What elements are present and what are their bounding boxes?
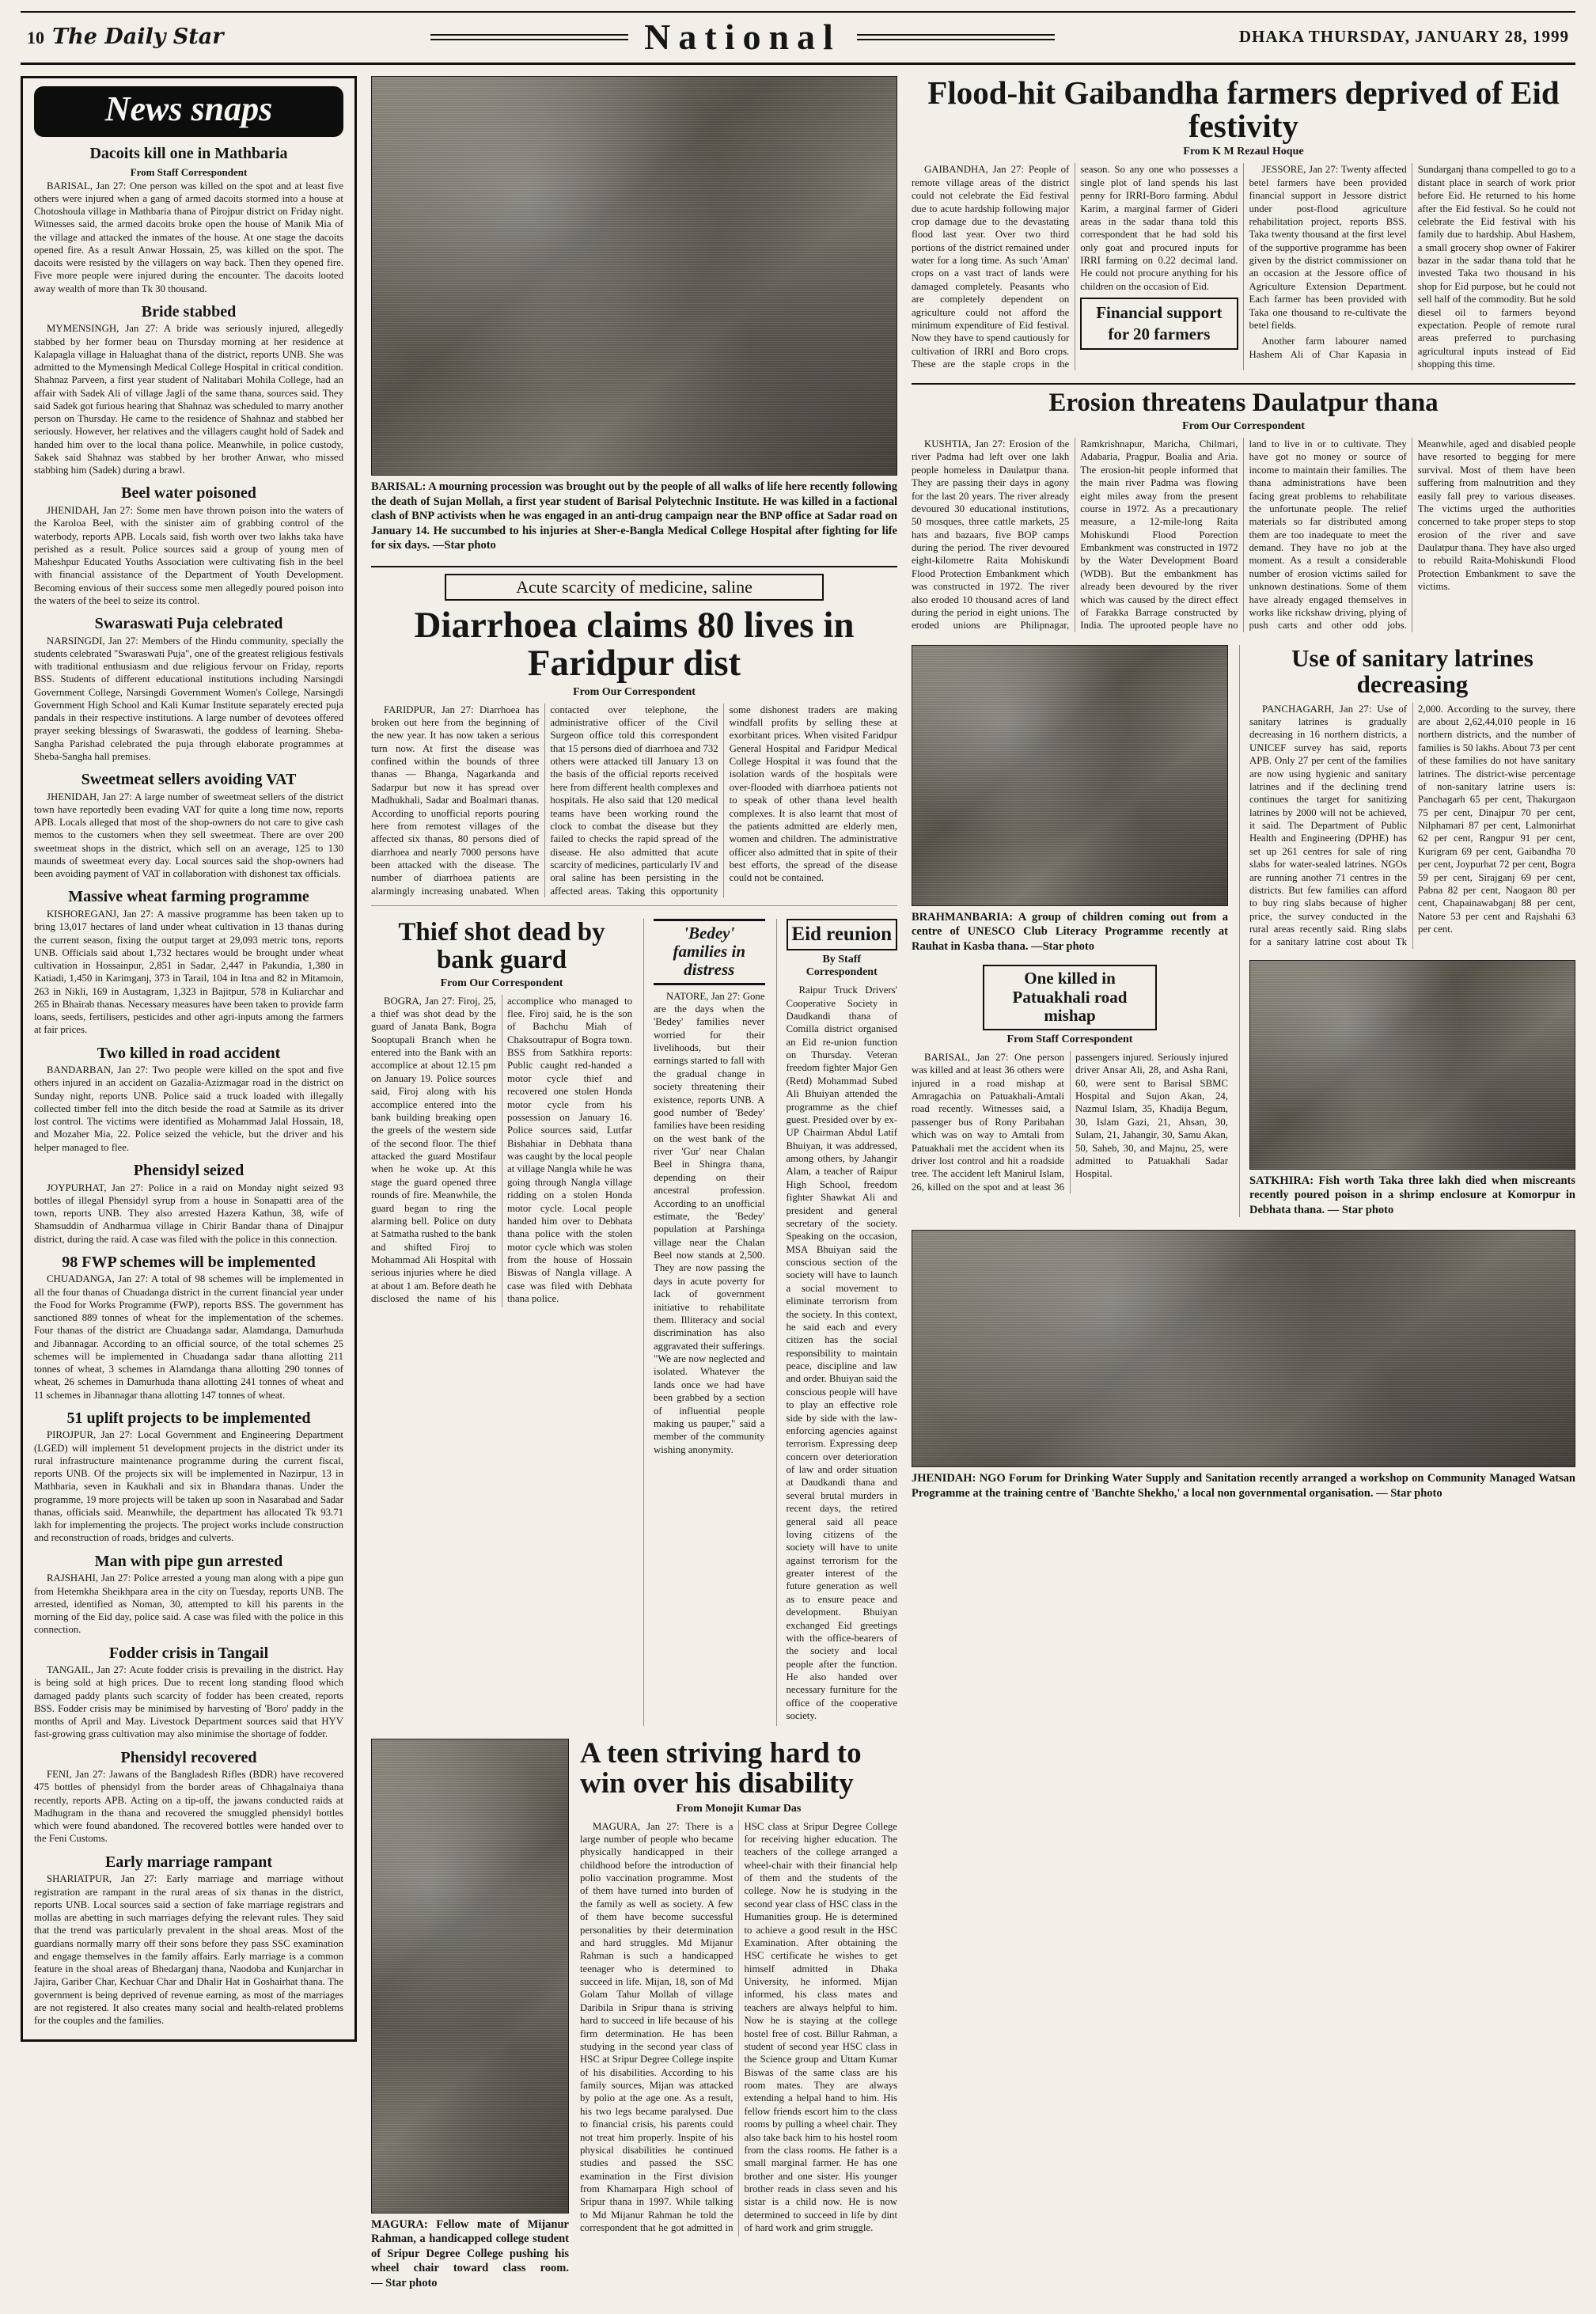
article-bedey-families (643, 919, 765, 1725)
mourning-procession-photo (371, 76, 897, 476)
news-snap-item (34, 1645, 343, 1741)
article-teen-disability (580, 1736, 897, 2291)
article-headline: A teen striving hard to win over his disability (580, 1736, 862, 1800)
news-snap-headline: 98 FWP schemes will be implemented (62, 1253, 316, 1271)
fish-enclosure-photo (1249, 960, 1575, 1170)
article-byline: From Monojit Kumar Das (676, 1802, 802, 1815)
middle-bottom-row (371, 1736, 897, 2291)
barisal-photo-caption (371, 480, 897, 553)
middle-column (371, 76, 897, 2290)
news-snap-body: MYMENSINGH, Jan 27: A bride was seriously injured, allegedly stabbed by her former beau on Thursday morning at her residence at Kalapagla village in Haluaghat thana of the district, reports UNB. She was admitted to the Mymensingh Medical College Hospital in critical condition. Shahnaz Parveen, a first year student of Nalitabari Mohila College, had an affair with Sadek Ali of village Jagli of the same thana, sources said. They said Sadek got furious hearing that Shahnaz was scheduled to marry another person on Thursday. He came to the residence of Shahnaz and stabbed her seriously. However, her relatives and the villagers caught hold of Sadek and handed him over to the local thana police. Meanwhile, in police custody, Sakek said Shahnaz was stabbed by her brother Anwar, who missed stabbing him (Sadek) during a brawl. (34, 323, 343, 476)
article-byline: From Our Correspondent (440, 977, 563, 989)
article-body (912, 438, 1575, 632)
article-headline: 'Bedey' families in distress (654, 919, 765, 984)
news-snap-item (34, 616, 343, 763)
photo-halftone (912, 646, 1227, 905)
article-body (912, 1051, 1228, 1193)
news-snap-body: NARSINGDI, Jan 27: Members of the Hindu community, specially the students celebrated "Swaraswati Puja", one of the greatest religious festivals with traditional enthusiasm and due religious fervour on Friday, reports BSS. Students of different educational institutions including Narsingdi Government College, Narsingdi Government Women's College, Narsingdi Government High School and Kali Kumar Institute separately erected puja pandals in their respective institutions. A large number of devotees offered prayer seeking blessings of Swaraswati, the goddess of learning. Sheba-Sangha Parishad celebrated the puja through elaborate programmes at Sheba-Sangha hall premises. (34, 635, 343, 762)
news-snap-headline: Beel water poisoned (121, 484, 256, 503)
article-kicker: Acute scarcity of medicine, saline (445, 574, 824, 601)
news-snap-item (34, 1045, 343, 1154)
photo-halftone (912, 1231, 1575, 1466)
news-snap-body: TANGAIL, Jan 27: Acute fodder crisis is prevailing in the district. Hay is being sold at high prices. Due to recent long standing flood which damaged paddy plants such scarcity of fodder has been created, reports BSS. Fodder crisis may be minimised by harvesting of 'Boro' paddy in the months of April and May. Livestock Department sources said that HYV fast-growing grass cultivation may also minimise the shortage of fodder. (34, 1664, 343, 1740)
article-body (912, 163, 1575, 370)
news-snaps-column (21, 76, 357, 2042)
news-snap-item (34, 304, 343, 477)
news-snap-body: CHUADANGA, Jan 27: A total of 98 schemes will be implemented in all the four thanas of Chuadanga district in the current financial year under the Food for Works Programme (FWP), reports BSS. The government has sanctioned 889 tonnes of wheat for the implementation of the schemes. Four thanas of the district are Chuadanga sadar, Alamdanga, Damurhuda and Jibannagar. According to an official source, of the total schemes 25 schemes will be implemented in Chuadanga sadar thana allotting 211 tonnes of wheat, 3 schemes in Alamdanga thana allotting 290 tonnes of wheat, 26 schemes in Damurhuda thana allotting 241 tonnes of wheat and 11 schemes in Jibannagar thana allotting 147 tonnes of wheat. (34, 1273, 343, 1401)
article-thief-shot (371, 919, 632, 1725)
news-snap-headline: Swaraswati Puja celebrated (94, 615, 283, 633)
photo-credit: —Star photo (432, 539, 496, 552)
photo-halftone (372, 1739, 568, 2213)
masthead (21, 11, 1575, 65)
article-paragraph: KUSHTIA, Jan 27: Erosion of the river Padma had left over one lakh people homeless in Daulatpur thana. They are passing their days in agony for the last 20 years. The river already devoured 30 educational institutions, 50 mosques, three cattle markets, 25 hats and bazaars, five BOP camps during the period. The river devoured eight-kilometre Raita Mohiskundi Flood Protection Embankment which was constructed in 1972. The river also eroded 10 thousand acres of land during the period in eight unions. The eroded unions are Philipnagar, Ramkrishnapur, Maricha, Chilmari, Adabaria, Pragpur, Boalia and Aria. The erosion-hit people informed that the main river Padma was flowing eight miles away from the present course in 1972. As a precautionary measure, a 12-mile-long Raita Mohiskundi Flood Porection Embankment was constructed in 1972 by the Water Development Board (WDB). But the embankment has already been devoured by the river which was caused by the direct effect of Farakka Barrage constructed by India. The uprooted people have no land to live in or to cultivate. They have got no money or source of income to maintain their families. The thana administrations have been facing great problems to rehabilitate the unfortunate people. The relief materials so far distributed among them are too inadequate to meet the demand. They have no job at the moment. As a result a considerable number of erosion victims sailed for unknown destinations. Some of them have already engaged themselves in works like rickshaw driving, plying of push carts and other odd jobs. Meanwhile, aged and disabled people have resorted to begging for mere survival. Most of them have been suffering from malnutrition and they easily fall prey to various diseases. The victims urged the authorities concerned to take proper steps to stop erosion of the river and save Daulatpur thana. They have also urged to rebuild Raita-Mohiskundi Flood Protection Embankment to save the victims. (912, 438, 1575, 632)
article-paragraph: PANCHAGARH, Jan 27: Use of sanitary latrines is gradually decreasing in 16 northern districts, a UNICEF survey has said, reports APB. Only 27 per cent of the families are now using hygienic and sanitary latrines and if the declining trend continues the target for sanitizing latrines by 2000 will not be achieved, it said. The Department of Public Health and Engineering (DPHE) has set up 261 centres for sale of ring slabs for water-sealed latrines. NGOs are running another 71 centres in the districts. But few families can afford to buy ring slabs because of higher price, the survey conducted in the rural areas recently said. Ring slabs for a sanitary latrine cost about Tk 2,000. According to the survey, there are about 2,62,44,010 people in 16 northern districts, and the number of families is 50 lakhs. About 73 per cent of these families do not have sanitary latrines. The district-wise percentage of non-sanitary latrine users is: Panchagarh 65 per cent, Thakurgaon 75 per cent, Dinajpur 70 per cent, Nilphamari 87 per cent, Lalmonirhat 62 per cent, Rangpur 91 per cent, Kurigram 69 per cent, Gaibandha 70 per cent, Joypurhat 72 per cent, Bogra 59 per cent, Sirajganj 69 per cent, Pabna 82 per cent, Naogaon 80 per cent, Chapainawabganj 88 per cent, Natore 53 per cent and Rajshahi 63 per cent. (1249, 703, 1575, 948)
news-snap-headline: Phensidyl recovered (120, 1748, 257, 1766)
article-headline: Thief shot dead by bank guard (398, 918, 605, 974)
news-snap-item (34, 485, 343, 607)
article-body (580, 1820, 897, 2236)
news-snap-item (34, 1750, 343, 1846)
article-headline: Use of sanitary latrines decreasing (1291, 643, 1533, 699)
news-snaps-title: News snaps (34, 86, 343, 137)
photo-halftone (1250, 961, 1575, 1169)
brahmanbaria-children-figure (912, 645, 1228, 954)
news-snap-body: JHENIDAH, Jan 27: Some men have thrown poison into the waters of the Karoloa Beel, with the sinister aim of grabbing control of the waterbody, reports APB. Locals said, fish worth over two lakhs taka have perished as a result. Police sources said a group of young men of Maheshpur Educated Youths Association were cultivating fish in the beel with financial assistance of the Department of Youth Development. Becoming envious of their success some men allegedly poured poison into the waters of the beel to seize its control. (34, 505, 343, 606)
workshop-photo (912, 1230, 1575, 1467)
article-paragraph: Another farm labourer named Hashem Ali of Char Kapasia in Sundarganj thana compelled to go to a distant place in search of work prior before Eid. He returned to his home after the Eid festival. So he could not celebrate the Eid festival with his family due to hardship. Abul Hashem, a small grocery shop owner of Fakirer bazar in the sadar thana told that he invested Taka two thousand in his shop for Eid purpose, but he could not sell half of the commodity. But he sold diesel oil to farmers beyond expectation. People of remote rural areas preferred to purchasing agricultural inputs instead of Eid shopping this time. (1249, 164, 1575, 370)
article-headline: Flood-hit Gaibandha farmers deprived of Eid festivity (927, 74, 1560, 145)
news-snap-headline: Sweetmeat sellers avoiding VAT (81, 771, 297, 789)
article-body (371, 995, 632, 1307)
caption-text: BARISAL: A mourning procession was brought out by the people of all walks of life here recently following the death of Sujan Mollah, a first year student of Barisal Polytechnic Institute. He was killed in a factional clash of BNP activists when he was engaged in an anti-drug campaign near the BNP office at Sadar road on January 14. He succumbed to his injuries at Sher-e-Bangla Medical College Hospital after fighting for life for six days. (371, 480, 897, 552)
news-snap-headline: Early marriage rampant (104, 1853, 273, 1871)
banner-rule-left (430, 34, 628, 40)
article-patuakhali-mishap (912, 965, 1228, 1193)
article-byline: From K M Rezaul Hoque (1183, 146, 1304, 158)
article-paragraph: BARISAL, Jan 27: One person was killed and at least 36 others were injured in a road mishap at Amragachia on Patuakhali-Amtali road recently. Witnesses said, a passenger bus of Rony Paribahan which was on way to Amtali from Patuakhali met the accident when its driver lost control and hit a roadside tree. The accident left Manirul Islam, 26, killed on the spot and at least 36 passengers injured. Seriously injured driver Ansar Ali, 28, and Asha Rani, 60, were sent to Barisal SBMC Hospital and Sujon Akan, 24, Nazmul Islam, 35, Khadija Begum, 30, Islam Gazi, 21, Ahsan, 30, Sulam, 21, Jahangir, 30, Samu Akan, 50, Saheb, 30, and Majnu, 25, were admitted to Patuakhali Sadar Hospital. (912, 1051, 1228, 1193)
article-byline: From Our Correspondent (1182, 420, 1305, 433)
magura-wheelchair-figure (371, 1739, 569, 2291)
barisal-procession-figure (371, 76, 897, 553)
article-paragraph: GAIBANDHA, Jan 27: People of remote village areas of the district could not celebrate the Eid festival due to acute hardship following major crop damage due to the devastating flood last year. Over two third portions of the district remained under water for a long time. As such 'Aman' crops on a vast tract of lands were damaged completely. Peasants who are completely dependent on agriculture could not afford the minimum expenditure of Eid festival. Now they have to spend cautiously for cultivation of IRRI and Boro crops. These are the staple crops in the season. So any one who possesses a single plot of land spends his last penny for IRRI-Boro farming. Abdul Karim, a marginal farmer of Gideri areas in the sadar thana told this correspondent that he had sold his only goat and procured inputs for IRRI farming on 0.22 decimal land. He could not procure anything for his children on the occasion of Eid. (912, 164, 1238, 370)
section-title: National (644, 17, 841, 57)
photo-halftone (372, 77, 897, 475)
news-snap-item (34, 772, 343, 880)
banner-rule-right (857, 34, 1055, 40)
jhenidah-workshop-figure (912, 1230, 1575, 1500)
news-snap-body: JHENIDAH, Jan 27: A large number of sweetmeat sellers of the district town have reportedly been evading VAT for quite a long time now, reports APB. Locals alleged that most of the shop-owners do not care to give cash memos to the customers when they sell sweetmeat. There are over 200 sweetmeat shops in the district, which sell on an average, 125 to 130 maunds of sweetmeat every day. Local sources said the shop-owners had been avoiding payment of VAT in collaboration with dishonest tax officials. (34, 791, 343, 880)
news-snap-body: FENI, Jan 27: Jawans of the Bangladesh Rifles (BDR) have recovered 475 bottles of phensidyl from the border areas of Chhagalnaiya thana recently, reports APB. Acting on a tip-off, the jawans conducted raids at Madhugram in the thana and recovered the smuggled phensidyl bottles which were found abandoned. The recovered bottles were handed over to the Feni Customs. (34, 1769, 343, 1845)
paper-logo: The Daily Star (52, 25, 224, 49)
section-banner (264, 16, 1221, 58)
caption-text: JHENIDAH: NGO Forum for Drinking Water Supply and Sanitation recently arranged a workshop on Community Managed Watsan Programme at the training centre of 'Banchte Shekho,' a local non governmental organisation. (912, 1472, 1575, 1500)
article-headline: Erosion threatens Daulatpur thana (1048, 389, 1439, 418)
right-sub-right (1239, 645, 1575, 1218)
article-paragraph: MAGURA, Jan 27: There is a large number of people who became physically handicapped in their childhood before the introduction of polio vaccination programme. Most of them have turned into burden of the family as well as society. A few of them have become successful personalities by their determination and hard struggles. Md Mijanur Rahman is such a handicapped teenager who is determined to succeed in life. Mijan, 18, son of Md Golam Tahur Mollah of village Daribila in Sripur thana is striving hard to succeed in life because of his firm determination. He has been studying in the second year class of HSC at Sripur Degree College inspite of his disabilities. According to his family sources, Mijan was attacked by polio at the age one. As a result, his two legs became paralysed. Due to financial crisis, his parents could not treat him properly. Inspite of his physical disabilities he continued studies and passed the SSC examination in the First division from Khamarpara High school of Sripur thana in 1997. While talking to Md Mijanur Rahman he told the correspondent that he got admitted in HSC class at Sripur Degree College for receiving higher education. The teachers of the college arranged a wheel-chair with their financial help of them and the students of the college. Now he is studying in the second year class of HSC class in the Humanities group. He is determined to achieve a good result in the HSC Examination. After obtaining the HSC certificate he wishes to get himself admitted in Dhaka University, he informed. Mijan informed, his class mates and teachers are always helpful to him. Now he is staying at the college hostel free of cost. Billur Rahman, a student of second year HSC class in the Science group and Uttam Kumar Biswas of the same class are his room mates. They are always extending a helpal hand to him. His fellow friends escort him to the class rooms by pulling a wheel chair. They also take back him to his hostel room from the class rooms. He father is a small marginal farmer. He has one brother and one sister. His younger brother reads in class seven and his sistar is a child now. He is now determined to succeed in life by dint of hard work and grim struggle. (580, 1820, 897, 2234)
news-snap-item (34, 1163, 343, 1246)
news-snap-headline: Fodder crisis in Tangail (108, 1644, 269, 1662)
article-byline: By Staff Correspondent (806, 954, 878, 979)
news-snap-headline: 51 uplift projects to be implemented (66, 1409, 311, 1427)
middle-sub-row (371, 919, 897, 1725)
article-body (787, 984, 898, 1722)
article-subhead: Financial support for 20 farmers (1080, 298, 1238, 350)
right-sub-left (912, 645, 1228, 1218)
news-snap-headline: Man with pipe gun arrested (94, 1552, 283, 1570)
article-paragraph: Raipur Truck Drivers' Cooperative Society in Daudkandi thana of Comilla district organised an Eid re-union function on Thursday. Veteran freedom fighter Major Gen (Retd) Mohammad Subed Ali Bhuiyan attended the programme as the chief guest. Presided over by ex-UP Chairman Abdul Latif Bhuiyan, it was addressed, among others, by Jahangir Alam, a teacher of Raipur High School, freedom fighter Shawkat Ali and president and general secretary of the society. Speaking on the occasion, MSA Bhuiyan said the conscious section of the society will have to launch a social movement to eliminate terrorism from the society. In this context, he said each and every citizen has the social responsibility to maintain peace, discipline and law and order. Bhuiyan said the conscious people will have to play an effective role side by side with the law-enforcing agencies against terrorism. Expressing deep concern over deterioration of law and order situation at Daudkandi thana and several brutal murders in recent days, the retired general said all peace loving citizens of the society will have to unite against terrorism for the greater interest of the future generation as well as to ensure peace and development. Bhuiyan exchanged Eid greetings with the office-bearers of the society and local people after the function. He also handed over necessary furniture for the office of the cooperative society. (786, 984, 897, 1722)
article-paragraph: BOGRA, Jan 27: Firoj, 25, a thief was shot dead by the guard of Janata Bank, Bogra Sooptupali Branch when he entered into the Bank with an accomplice at about 12.15 pm on January 19. Police sources said, Firoj along with his accomplice entered into the bank building breaking open the greels of the western side of the second floor. The thief attacked the guard Mostifaur when he woke up. At this stage the guard opened three rounds of fire. Meanwhile, the guard began to ring the alarming bell. Police on duty at Satmatha rushed to the bank and shifted Firoj to Mohammad Ali Hospital with serious injuries where he died at about 1 am. Before death he disclosed the name of his accomplice who managed to flee. Firoj said, he is the son of Bachchu Miah of Chaksoutrapur of Bogra town. BSS from Satkhira reports: Public caught red-handed a motor cycle thief and recovered one stolen Honda motor cycle from his possession on January 16. Police sources said, Lutfar Bishahiar in Debhata thana was caught by the local people at village Nangla while he was going through Nangla village ridding on a stolen Honda motor cycle. Local people handed him over to Debhata thana police with the stolen motor cycle which was stolen from the house of Hossain Biswas of Nangla village. A case was filed with Debhata thana police. (371, 995, 632, 1305)
caption-text: MAGURA: Fellow mate of Mijanur Rahman, a handicapped college student of Sripur Degree College pushing his wheel chair toward class room. (371, 2217, 569, 2275)
caption-text: BRAHMANBARIA: A group of children coming out from a centre of UNESCO Club Literacy Programme recently at Rauhat in Kasba thana. (912, 910, 1228, 953)
satkhira-photo-caption (1249, 1174, 1575, 1218)
wheelchair-photo (371, 1739, 569, 2213)
news-snap-item (34, 1854, 343, 2028)
brahmanbaria-photo-caption (912, 910, 1228, 954)
news-snap-body: JOYPURHAT, Jan 27: Police in a raid on Monday night seized 93 bottles of illegal Phensidyl syrup from a house in Sonapatti area of the town, reports UNB. They also arrested Hazera Kathun, 38, wife of Shamsuddin of Andharmua village in Chirir Bandar thana of Dinajpur district, during the raid. A case was filed with the police in this connection. (34, 1182, 343, 1245)
photo-credit: —Star photo (1031, 939, 1094, 953)
news-snap-body: BARISAL, Jan 27: One person was killed on the spot and at least five others were injured when a gang of armed dacoits stormed into a house at Chotoshoula village in Mathbaria thana of Pirojpur district on Friday night. Witnesses said, the armed dacoits broke open the house of Manik Mia of the village and attacked the inmates of the house. At one stage the dacoits opened fire. As a result Anwar Hossain, 25, was killed on the spot. The dacoits were resisted by the villagers on way back. Then they opened fire. Five more people were injured during the encounter. The dacoits looted away wealth of more than Tk 30 thousand. (34, 180, 343, 294)
caption-text: SATKHIRA: Fish worth Taka three lakh died when miscreants recently poured poison in a shrimp enclosure at Komorpur in Debhata thana. (1249, 1174, 1575, 1216)
satkhira-fish-figure (1249, 960, 1575, 1218)
page-columns (21, 76, 1575, 2290)
article-erosion-daulatpur (912, 383, 1575, 632)
article-body (371, 704, 897, 898)
children-photo (912, 645, 1228, 906)
news-snap-item (34, 1553, 343, 1637)
jhenidah-photo-caption (912, 1471, 1575, 1500)
news-snap-headline: Phensidyl seized (133, 1161, 245, 1179)
right-sub-row (912, 645, 1575, 1218)
date-line: DHAKA THURSDAY, JANUARY 28, 1999 (1238, 27, 1569, 46)
article-body (654, 990, 765, 1457)
page-number: 10 (27, 28, 44, 47)
news-snap-item (34, 889, 343, 1036)
article-eid-reunion (776, 919, 898, 1725)
news-snap-item (34, 146, 343, 295)
news-snap-item (34, 1410, 343, 1545)
photo-credit: — Star photo (1376, 1486, 1442, 1500)
article-paragraph: JESSORE, Jan 27: Twenty affected betel farmers have been provided financial support in Jessore district under post-flood agriculture rehabilitation project, reports BSS. Taka twenty thousand at the first level of the supportive programme has been given by the district commissioner on an occasion at the Jessore office of Agriculture Extension Department. Each farmer has been provided with Taka one thousand to re-cultivate the betel fields. (1249, 164, 1407, 331)
news-snap-body: RAJSHAHI, Jan 27: Police arrested a young man along with a pipe gun from Hetemkha Sheikhpara area in the city on Tuesday, reports UNB. The arrested, identified as Noman, 30, attempted to kill his parents in the morning of the Eid day, police said. A case was filed with the police in this connection. (34, 1572, 343, 1636)
article-gaibandha-flood (912, 76, 1575, 370)
right-column (912, 76, 1575, 1501)
article-diarrhoea (371, 566, 897, 907)
magura-photo-caption (371, 2217, 569, 2291)
news-snap-headline: Massive wheat farming programme (68, 888, 309, 906)
news-snaps-list (34, 146, 343, 2027)
article-headline: One killed in Patuakhali road mishap (983, 965, 1157, 1030)
news-snap-body: PIROJPUR, Jan 27: Local Government and Engineering Department (LGED) will implement 51 development projects in the district under its rural infrastructure maintenance programme during the current fiscal, reports UNB. Of the projects six will be implemented in Nazirpur, 13 in Mathbaria, seven in Kaukhali and six in Bhandara thanas. Under the programme, 19 more projects will be taken up soon in Nasarabad and Sadar thanas, officials said. Meanwhile, the department has allocated Tk 93.71 lakh for implementing the projects. The project works include construction and reconstruction of roads, bridges and culverts. (34, 1429, 343, 1544)
article-body (1249, 703, 1575, 949)
news-snap-headline: Two killed in road accident (97, 1044, 281, 1062)
article-paragraph: FARIDPUR, Jan 27: Diarrhoea has broken out here from the beginning of the new year. It has now taken a serious turn now. At first the disease was confined within the bounds of three thanas — Bhanga, Nagarkanda and Sadarpur but now it has spread over Madhukhali, Sadar and Boalmari thanas. According to unofficial reports pouring here from remotest villages of the affected six thanas, 80 persons died of diarrhoea and nearly 7000 persons have been attacked with the disease. The number of diarrhoea patients are alarmingly increasing unabated. When contacted over telephone, the administrative officer of the Civil Surgeon office told this correspondent that 15 persons died of diarrhoea and 732 others were attacked till January 13 on the basis of the official reports received here from different health complexes and hospitals. He also said that 120 medical teams have been working round the clock to combat the disease but they failed to checks the rapid spread of the disease. He also admitted that acute scarcity of medicines, particularly IV and oral saline has been persisting in the affected areas. Taking this opportunity some dishonest traders are making windfall profits by selling these at exorbitant prices. When visited Faridpur General Hospital and Faridpur Medical College Hospital it was found that the isolation wards of the hospitals were over-flooded with diarrhoea patients not to speak of other thana level health complexes. It is also learnt that most of the patients admitted are elderly men, women and children. The administrative officer also admitted that in spite of their best efforts, the spread of the disease could not be contained. (371, 704, 897, 897)
article-sanitary-latrines (1249, 645, 1575, 949)
news-snap-byline: From Staff Correspondent (130, 165, 248, 178)
news-snap-body: BANDARBAN, Jan 27: Two people were killed on the spot and five others injured in an accident on Gazalia-Azizmagar road in the district on Sunday night, reports UNB. Police said a truck loaded with illegally collected timber fell into the ditch beside the road at Satmile as its driver lost control. The victims were identified as Mohammad Jalal Hossain, 18, and Mozaher Mia, 22. Police seized the vehicle, but the driver and his helper managed to flee. (34, 1064, 343, 1153)
article-headline: Eid reunion (787, 919, 898, 950)
masthead-left (27, 25, 264, 49)
photo-credit: — Star photo (371, 2276, 438, 2289)
news-snap-item (34, 1254, 343, 1402)
news-snap-headline: Dacoits kill one in Mathbaria (89, 145, 288, 162)
photo-credit: — Star photo (1327, 1203, 1394, 1216)
article-byline: From Staff Correspondent (1007, 1033, 1133, 1045)
news-snap-headline: Bride stabbed (141, 302, 237, 321)
news-snap-body: SHARIATPUR, Jan 27: Early marriage and marriage without registration are rampant in the rural areas of six thanas in the district, reports UNB. Local sources said a section of fake marriage registrars and mollas are abetting in such marriages defying the relevant rules. They said that the trend was particularly prevalent in the shoal areas. Most of the guardians normally marry off their sons before they pass SSC examination and engage themselves in the family affairs. Early marriage is a common feature in the shoal areas of Bhedarganj thana, Naodoba and Kunjarchar in Jajira, Gariber Char, Kechuar Char and Dhalir Hat in Goshairhat thana. The government is being deprived of revenue earning, as most of the marriages are not registered. It also creates many social and health-related problems for the couples and the families. (34, 1873, 343, 2027)
article-byline: From Our Correspondent (573, 685, 696, 698)
article-headline: Diarrhoea claims 80 lives in Faridpur dist (414, 604, 855, 684)
news-snap-body: KISHOREGANJ, Jan 27: A massive programme has been taken up to bring 13,017 hectares of land under wheat cultivation in 13 thanas during the current season, fixing the output target at 29,093 metric tons, reports UNB. Officials said about 1,732 hectares would be brought under wheat cultivation in Hossainpur, 2,851 in Sadar, 2,447 in Pakundia, 1,380 in Katiadi, 1,450 in Karimganj, 373 in Tarail, 104 in Itna and 82 in Mitamoin, 263 in Nikli, 169 in Austagram, 1,323 in Bajitpur, 578 in Kuliarchar and 265 in Bhairab thanas. Necessary measures have been taken to provide farm loans, seeds, fertilisers, pesticides and other agri-inputs among the farmers at fair prices. (34, 909, 343, 1036)
article-paragraph: NATORE, Jan 27: Gone are the days when the 'Bedey' families never worried for their livelihoods, but their earnings started to fall with the gradual change in society threatening their existence, reports UNB. A good number of 'Bedey' families have been residing on the west bank of the river 'Gur' near Chalan Beel in Shingra thana, depending on their ancestral profession. According to an unofficial estimate, the 'Bedey' population at Parshinga village near the Chalan Beel now stands at 2,500. They are now passing the days in acute poverty for lack of government initiative to rehabilitate them. Illiteracy and social discrimination has also aggravated their sufferings. "We are now neglected and isolated. Whatever the lands once we had have been grabbed by a section of influential people making us pauper," said a member of the community wishing anonymity. (654, 990, 765, 1455)
